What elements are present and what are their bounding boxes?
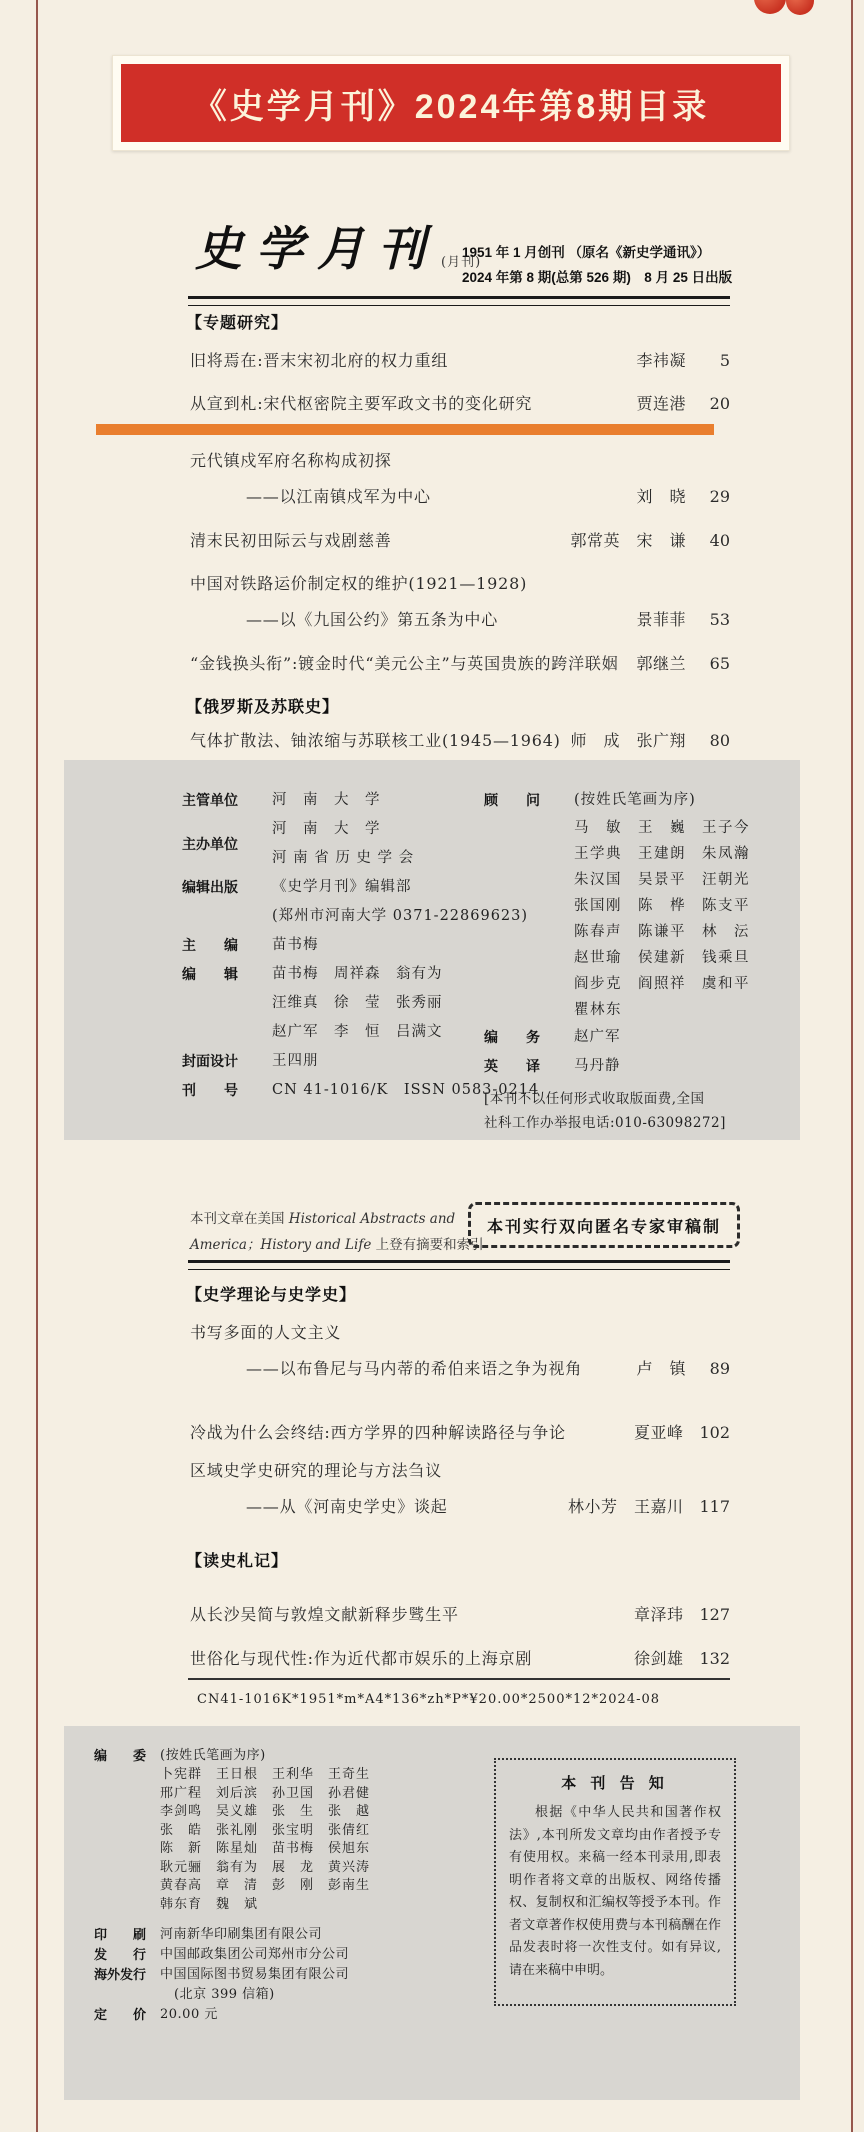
advisors-row	[484, 786, 790, 815]
title-banner	[121, 64, 781, 142]
article-authors: 夏亚峰	[633, 1423, 684, 1442]
article-page: 5	[719, 351, 730, 370]
middle-double-rule	[188, 1260, 730, 1270]
issue-info-line2: 2024 年第 8 期(总第 526 期) 8 月 25 日出版	[462, 270, 733, 285]
article-page: 132	[699, 1649, 730, 1668]
translator-row	[484, 1052, 790, 1081]
article-title: 从宣到札:宋代枢密院主要军政文书的变化研究	[190, 394, 533, 413]
publishing-info-box	[64, 1726, 800, 2100]
article-authors: 景菲菲	[636, 610, 686, 629]
field-value: 汪维真 徐 莹 张秀丽	[272, 995, 443, 1011]
fee-notice-line1: [本刊不以任何形式收取版面费,全国	[484, 1091, 705, 1107]
article-page: 29	[709, 487, 730, 506]
field-label: 主 编	[182, 937, 238, 953]
committee-names-line: 韩东育 魏 斌	[160, 1896, 259, 1912]
field-value: 中国邮政集团公司郑州市分公司	[160, 1947, 350, 1962]
committee-names-line: 李剑鸣 吴义雄 张 生 张 越	[160, 1804, 371, 1819]
toc-article-subtitle-row	[190, 1494, 730, 1517]
field-label: 刊 号	[182, 1082, 238, 1098]
article-authors: 章泽玮	[633, 1605, 684, 1624]
journal-logo-block	[195, 222, 482, 277]
article-title: 区域史学史研究的理论与方法刍议	[190, 1461, 443, 1480]
field-label: 海外发行	[94, 1967, 147, 1982]
field-label: 主办单位	[182, 835, 238, 852]
left-border-rail	[36, 0, 38, 2132]
article-subtitle: ——以《九国公约》第五条为中心	[246, 610, 499, 629]
article-page: 20	[709, 394, 730, 413]
price-row	[94, 2005, 514, 2025]
peer-review-badge: 本刊实行双向匿名专家审稿制	[468, 1202, 740, 1248]
article-authors: 师 成 张广翔	[570, 731, 686, 750]
article-authors: 卢 镇	[636, 1359, 686, 1378]
field-label: 编辑出版	[182, 879, 238, 895]
page-title: 《史学月刊》2024年第8期目录	[192, 87, 710, 126]
committee-note: (按姓氏笔画为序)	[160, 1748, 266, 1763]
toc-article-row	[190, 391, 730, 414]
article-page: 65	[709, 654, 730, 673]
journal-logo: 史学月刊	[195, 222, 439, 277]
article-authors: 林小芳 王嘉川	[567, 1497, 684, 1516]
field-values	[160, 1965, 349, 2005]
issue-info-line1: 1951 年 1 月创刊 （原名《新史学通讯》）	[462, 245, 711, 260]
field-value: 河南新华印刷集团有限公司	[160, 1927, 323, 1942]
imprint-line: CN41-1016K*1951*m*A4*136*zh*P*¥20.00*2500*12*2024-08	[197, 1692, 661, 1707]
article-page: 53	[709, 610, 730, 629]
section-header-reading-notes: 【读史札记】	[186, 1553, 289, 1570]
journal-notice-body: 根据《中华人民共和国著作权法》,本刊所发文章均由作者授予专有使用权。来稿一经本刊录用,即表明作者将文章的出版权、网络传播权、复制权和汇编权等授予本刊。作者文章著作权使用费与本刊稿酬在作品发表时将一次性支付。如有异议,请在来稿中申明。	[509, 1805, 721, 1978]
field-value: 河 南 大 学	[272, 792, 381, 808]
field-value: 赵广军	[574, 1029, 621, 1045]
chief-editor-row	[182, 931, 482, 960]
article-page: 127	[699, 1605, 730, 1624]
right-border-rail	[851, 0, 853, 2132]
orange-divider-bar	[96, 424, 714, 435]
field-label: 主管单位	[182, 792, 238, 808]
field-value: (北京 399 信箱)	[174, 1987, 275, 2002]
toc-article-row	[190, 571, 730, 594]
article-authors: 徐剑雄	[633, 1649, 684, 1668]
article-title: 中国对铁路运价制定权的维护(1921—1928)	[190, 574, 528, 593]
field-values	[272, 960, 443, 1047]
article-authors: 贾连港	[636, 394, 686, 413]
article-title: 世俗化与现代性:作为近代都市娱乐的上海京剧	[190, 1649, 533, 1668]
toc-article-row	[190, 1646, 730, 1669]
advisor-names-line: 张国刚 陈 桦 陈支平	[574, 898, 750, 914]
article-title: 气体扩散法、铀浓缩与苏联核工业(1945—1964)	[190, 731, 561, 750]
indexing-prefix: 本刊文章在美国	[190, 1211, 289, 1227]
field-value: 中国国际图书贸易集团有限公司	[160, 1967, 350, 1982]
section-header-special-research: 【专题研究】	[186, 315, 289, 332]
article-page: 40	[709, 531, 730, 550]
advisor-names-line: 瞿林东	[574, 1002, 622, 1018]
indexing-suffix: 上登有摘要和索引	[371, 1237, 484, 1253]
editorial-right-column	[484, 786, 790, 1135]
committee-row	[94, 1746, 514, 1766]
advisors-note: (按姓氏笔画为序)	[574, 792, 696, 808]
masthead-double-rule	[188, 296, 730, 306]
advisor-names-line: 陈春声 陈谦平 林 沄	[574, 924, 750, 940]
field-label: 定 价	[94, 2007, 147, 2022]
supervisor-row	[182, 786, 482, 815]
deco-red-dot-icon	[786, 0, 814, 15]
field-value: CN 41-1016/K ISSN 0583-0214	[272, 1082, 540, 1098]
distribution-row	[94, 1945, 514, 1965]
issue-info	[462, 240, 732, 290]
toc-article-subtitle-row	[190, 607, 730, 630]
field-value: 河 南 省 历 史 学 会	[272, 850, 415, 866]
committee-list	[160, 1766, 514, 1914]
field-label: 编 务	[484, 1029, 540, 1045]
article-subtitle: ——从《河南史学史》谈起	[246, 1497, 448, 1516]
field-label: 顾 问	[484, 792, 540, 808]
article-title: “金钱换头衔”:镀金时代“美元公主”与英国贵族的跨洋联姻	[190, 654, 619, 673]
advisor-names-line: 赵世瑜 侯建新 钱乘旦	[574, 950, 750, 966]
toc-article-subtitle-row	[190, 484, 730, 507]
indexing-journal-name: America；History and Life	[190, 1237, 372, 1253]
field-value: 苗书梅	[272, 937, 319, 953]
committee-names-line: 陈 新 陈星灿 苗书梅 侯旭东	[160, 1841, 371, 1856]
field-label: 编 委	[94, 1748, 147, 1763]
field-value: 赵广军 李 恒 吕满文	[272, 1024, 443, 1040]
overseas-row	[94, 1965, 514, 2005]
organizer-row	[182, 815, 482, 873]
field-value: (郑州市河南大学 0371-22869623)	[272, 908, 529, 924]
journal-notice-box	[494, 1758, 736, 2006]
advisor-names-line: 王学典 王建朗 朱凤瀚	[574, 846, 750, 862]
issn-row	[182, 1076, 540, 1105]
journal-notice-title: 本 刊 告 知	[561, 1775, 669, 1792]
article-title: 元代镇戍军府名称构成初探	[190, 451, 392, 470]
field-label: 发 行	[94, 1947, 147, 1962]
publisher-row	[182, 873, 529, 931]
article-subtitle: ——以布鲁尼与马内蒂的希伯来语之争为视角	[246, 1359, 583, 1378]
committee-names-line: 邢广程 刘后滨 孙卫国 孙君健	[160, 1785, 371, 1801]
field-value: 苗书梅 周祥森 翁有为	[272, 966, 443, 982]
advisors-list	[574, 815, 790, 1023]
field-value: 马丹静	[574, 1058, 621, 1074]
article-title: 冷战为什么会终结:西方学界的四种解读路径与争论	[190, 1423, 566, 1442]
article-subtitle: ——以江南镇戍军为中心	[246, 487, 431, 506]
advisor-names-line: 马 敏 王 巍 王子今	[574, 820, 750, 836]
cover-design-row	[182, 1047, 482, 1076]
toc-article-row	[190, 1458, 730, 1481]
article-authors: 刘 晓	[636, 487, 686, 506]
field-value: 王四朋	[272, 1053, 319, 1069]
toc-article-row	[190, 1602, 730, 1625]
journal-logo-note: (月刊)	[441, 255, 482, 270]
field-values	[272, 815, 414, 873]
field-label: 英 译	[484, 1058, 540, 1074]
editors-row	[182, 960, 482, 1047]
field-label: 印 刷	[94, 1927, 147, 1942]
title-banner-card	[112, 55, 790, 151]
committee-names-line: 张 皓 张礼刚 张宝明 张倩红	[160, 1822, 371, 1838]
publishing-left-column	[94, 1746, 514, 2025]
toc-article-row	[190, 651, 730, 674]
field-label: 编 辑	[182, 966, 238, 982]
deco-red-dots-icon	[752, 0, 822, 18]
article-authors: 郭常英 宋 谦	[570, 531, 686, 550]
advisor-names-line: 朱汉国 吴景平 汪朝光	[574, 872, 750, 888]
toc-article-row	[190, 1420, 730, 1443]
affairs-row	[484, 1023, 790, 1052]
toc-article-row	[190, 348, 730, 371]
toc-article-row	[190, 1320, 730, 1343]
fee-notice-line2: 社科工作办举报电话:010-63098272]	[484, 1115, 726, 1131]
publishing-rows	[94, 1925, 514, 2025]
section-header-historiography: 【史学理论与史学史】	[186, 1287, 357, 1304]
article-title: 书写多面的人文主义	[190, 1323, 342, 1342]
article-title: 从长沙吴简与敦煌文献新释步骘生平	[190, 1605, 459, 1624]
toc-article-subtitle-row	[190, 1356, 730, 1379]
field-value: 《史学月刊》编辑部	[272, 879, 412, 895]
article-authors: 李祎凝	[636, 351, 686, 370]
article-page: 80	[709, 731, 730, 750]
imprint-rule	[188, 1678, 730, 1680]
committee-names-line: 黄春高 章 清 彭 刚 彭南生	[160, 1878, 371, 1893]
article-title: 旧将焉在:晋末宋初北府的权力重组	[190, 351, 449, 370]
section-header-russia-soviet: 【俄罗斯及苏联史】	[186, 699, 340, 716]
printer-row	[94, 1925, 514, 1945]
article-authors: 郭继兰	[636, 654, 686, 673]
article-page: 102	[699, 1423, 730, 1442]
field-value: 20.00 元	[160, 2007, 218, 2022]
toc-article-row	[190, 528, 730, 551]
article-title: 清末民初田际云与戏剧慈善	[190, 531, 392, 550]
article-page: 89	[709, 1359, 730, 1378]
advisor-names-line: 阎步克 阎照祥 虞和平	[574, 976, 750, 992]
committee-names-line: 卜宪群 王日根 王利华 王奇生	[160, 1767, 371, 1782]
toc-article-row	[190, 728, 730, 751]
toc-article-row	[190, 448, 730, 471]
committee-names-line: 耿元骊 翁有为 展 龙 黄兴涛	[160, 1859, 371, 1875]
article-page: 117	[699, 1497, 730, 1516]
indexing-journal-name: Historical Abstracts and	[288, 1211, 456, 1227]
fee-notice	[484, 1087, 790, 1135]
editorial-info-box	[64, 760, 800, 1140]
deco-red-dot-icon	[754, 0, 786, 14]
field-label: 封面设计	[182, 1053, 238, 1069]
field-value: 河 南 大 学	[272, 821, 381, 837]
